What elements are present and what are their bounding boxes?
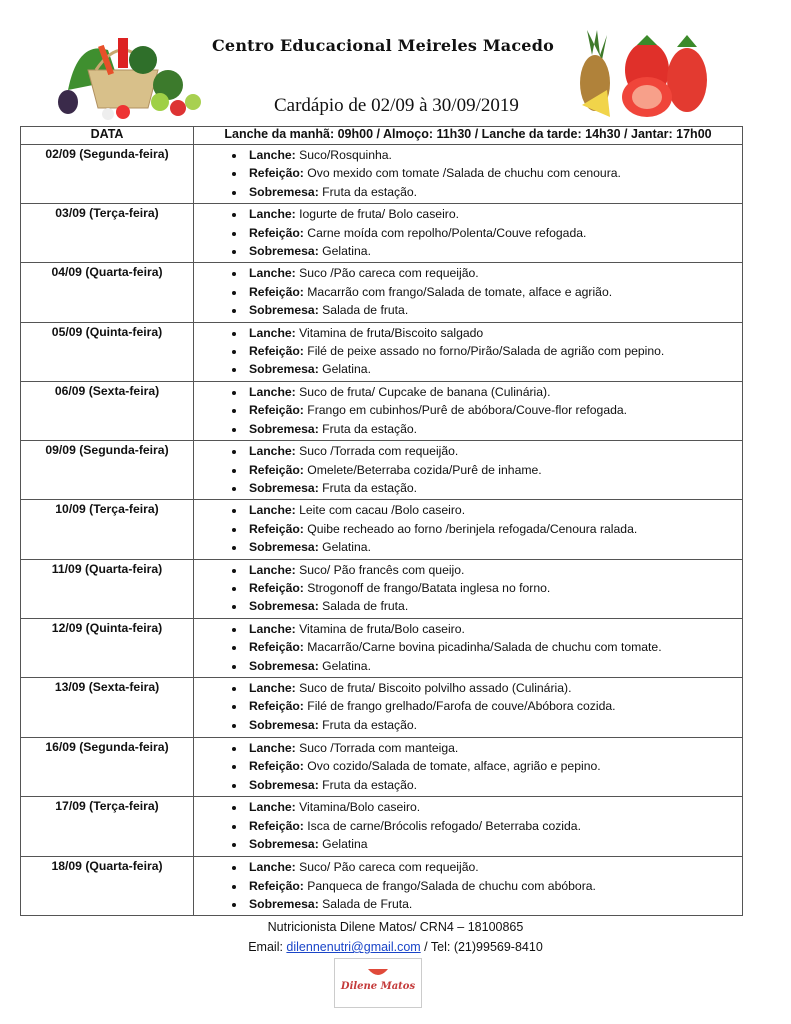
row-menu: [194, 145, 743, 204]
lanche-label: Lanche:: [249, 562, 296, 577]
sobremesa-value: Fruta da estação.: [322, 777, 418, 792]
row-menu: [194, 500, 743, 559]
row-date: 06/09 (Sexta-feira): [21, 381, 194, 440]
sobremesa-label: Sobremesa:: [249, 303, 319, 318]
refeicao-label: Refeição:: [249, 284, 304, 299]
lanche-label: Lanche:: [249, 384, 296, 399]
table-row: [21, 618, 743, 677]
refeicao-value: Carne moída com repolho/Polenta/Couve refogada.: [307, 225, 587, 240]
row-menu: [194, 263, 743, 322]
menu-item-lanche: [246, 383, 742, 401]
menu-table: [20, 126, 743, 916]
menu-list: [194, 383, 742, 438]
lanche-label: Lanche:: [249, 680, 296, 695]
lanche-value: Suco/Rosquinha.: [299, 148, 392, 162]
lanche-label: Lanche:: [249, 800, 296, 815]
lanche-value: Vitamina de fruta/Bolo caseiro.: [299, 621, 465, 636]
row-menu: [194, 618, 743, 677]
menu-item-sobremesa: [246, 183, 742, 201]
refeicao-label: Refeição:: [249, 521, 304, 536]
refeicao-value: Quibe recheado ao forno /berinjela refogada/Cenoura ralada.: [307, 521, 638, 536]
menu-list: [194, 798, 742, 853]
menu-item-lanche: [246, 739, 742, 757]
sobremesa-value: Gelatina: [322, 837, 368, 851]
sobremesa-value: Fruta da estação.: [322, 184, 418, 199]
row-date: 09/09 (Segunda-feira): [21, 441, 194, 500]
refeicao-label: Refeição:: [249, 403, 304, 418]
sobremesa-label: Sobremesa:: [249, 184, 319, 199]
menu-item-refeicao: [246, 164, 742, 182]
sobremesa-value: Salada de fruta.: [322, 599, 409, 614]
menu-period: Cardápio de 02/09 à 30/09/2019: [274, 95, 519, 116]
menu-item-sobremesa: [246, 895, 742, 913]
refeicao-value: Ovo cozido/Salada de tomate, alface, agrião e pepino.: [307, 759, 601, 774]
sobremesa-value: Salada de fruta.: [322, 303, 409, 318]
menu-list: [194, 442, 742, 497]
sobremesa-value: Fruta da estação.: [322, 717, 418, 732]
row-date: 17/09 (Terça-feira): [21, 797, 194, 857]
menu-item-refeicao: [246, 461, 742, 479]
lanche-value: Vitamina de fruta/Biscoito salgado: [299, 325, 484, 340]
lanche-value: Leite com cacau /Bolo caseiro.: [299, 503, 466, 518]
table-row: [21, 263, 743, 322]
email-link[interactable]: dilennenutri@gmail.com: [286, 940, 421, 954]
menu-item-lanche: [246, 798, 742, 816]
lanche-label: Lanche:: [249, 266, 296, 281]
refeicao-label: Refeição:: [249, 225, 304, 240]
menu-item-sobremesa: [246, 597, 742, 615]
table-row: [21, 559, 743, 618]
sobremesa-label: Sobremesa:: [249, 480, 319, 495]
sobremesa-label: Sobremesa:: [249, 837, 319, 851]
refeicao-label: Refeição:: [249, 344, 304, 359]
logo-text: Dilene Matos: [340, 981, 416, 992]
refeicao-value: Ovo mexido com tomate /Salada de chuchu com cenoura.: [307, 166, 621, 181]
phone: / Tel: (21)99569-8410: [420, 940, 543, 954]
refeicao-value: Filé de frango grelhado/Farofa de couve/Abóbora cozida.: [307, 699, 616, 714]
refeicao-label: Refeição:: [249, 699, 304, 714]
sobremesa-value: Salada de Fruta.: [322, 897, 413, 911]
row-menu: [194, 204, 743, 263]
row-menu: [194, 677, 743, 737]
sobremesa-value: Gelatina.: [322, 362, 371, 377]
row-menu: [194, 857, 743, 916]
sobremesa-value: Fruta da estação.: [322, 480, 418, 495]
school-title: Centro Educacional Meireles Macedo: [212, 36, 554, 55]
menu-item-refeicao: [246, 283, 742, 301]
schedule-column-header: Lanche da manhã: 09h00 / Almoço: 11h30 / Lanche da tarde: 14h30 / Jantar: 17h00: [194, 127, 743, 145]
refeicao-value: Strogonoff de frango/Batata inglesa no forno.: [307, 580, 551, 595]
refeicao-label: Refeição:: [249, 580, 304, 595]
refeicao-label: Refeição:: [249, 462, 304, 477]
contact-line: [0, 940, 791, 954]
lanche-label: Lanche:: [249, 325, 296, 340]
lanche-value: Suco /Torrada com requeijão.: [299, 444, 459, 459]
email-label: Email:: [248, 940, 287, 954]
row-date: 13/09 (Sexta-feira): [21, 677, 194, 737]
refeicao-value: Isca de carne/Brócolis refogado/ Beterraba cozida.: [307, 818, 581, 833]
row-menu: [194, 797, 743, 857]
refeicao-label: Refeição:: [249, 818, 304, 833]
refeicao-label: Refeição:: [249, 878, 304, 893]
menu-item-sobremesa: [246, 657, 742, 675]
menu-item-sobremesa: [246, 538, 742, 556]
lanche-value: Suco/ Pão careca com requeijão.: [299, 860, 479, 875]
menu-item-refeicao: [246, 817, 742, 835]
row-menu: [194, 322, 743, 381]
menu-item-lanche: [246, 561, 742, 579]
menu-list: [194, 501, 742, 556]
row-date: 05/09 (Quinta-feira): [21, 322, 194, 381]
lanche-value: Suco de fruta/ Biscoito polvilho assado (Culinária).: [299, 680, 572, 695]
row-date: 04/09 (Quarta-feira): [21, 263, 194, 322]
refeicao-label: Refeição:: [249, 166, 304, 181]
menu-item-refeicao: [246, 520, 742, 538]
sobremesa-value: Fruta da estação.: [322, 421, 418, 436]
menu-item-sobremesa: [246, 360, 742, 378]
refeicao-value: Omelete/Beterraba cozida/Purê de inhame.: [307, 462, 542, 477]
table-row: [21, 737, 743, 796]
row-date: 10/09 (Terça-feira): [21, 500, 194, 559]
menu-item-lanche: [246, 620, 742, 638]
menu-list: [194, 858, 742, 913]
sobremesa-label: Sobremesa:: [249, 362, 319, 377]
menu-item-refeicao: [246, 401, 742, 419]
menu-item-lanche: [246, 146, 742, 164]
sobremesa-value: Gelatina.: [322, 658, 371, 673]
lanche-label: Lanche:: [249, 148, 296, 162]
menu-item-refeicao: [246, 638, 742, 656]
table-row: [21, 441, 743, 500]
sobremesa-label: Sobremesa:: [249, 777, 319, 792]
sobremesa-label: Sobremesa:: [249, 897, 319, 911]
watermelon-logo-icon: [366, 965, 390, 979]
table-row: [21, 381, 743, 440]
vegetable-basket-image: [48, 30, 203, 120]
menu-item-refeicao: [246, 697, 742, 715]
sobremesa-value: Gelatina.: [322, 540, 371, 555]
refeicao-value: Panqueca de frango/Salada de chuchu com abóbora.: [307, 878, 596, 893]
menu-item-lanche: [246, 442, 742, 460]
nutritionist-info: Nutricionista Dilene Matos/ CRN4 – 18100865: [267, 920, 524, 934]
menu-item-lanche: [246, 205, 742, 223]
row-date: 18/09 (Quarta-feira): [21, 857, 194, 916]
sobremesa-label: Sobremesa:: [249, 658, 319, 673]
menu-item-refeicao: [246, 224, 742, 242]
lanche-value: Vitamina/Bolo caseiro.: [299, 800, 421, 815]
lanche-label: Lanche:: [249, 740, 296, 755]
row-menu: [194, 737, 743, 796]
menu-list: [194, 739, 742, 794]
table-row: [21, 677, 743, 737]
lanche-label: Lanche:: [249, 860, 296, 875]
sobremesa-label: Sobremesa:: [249, 717, 319, 732]
menu-item-sobremesa: [246, 420, 742, 438]
sobremesa-label: Sobremesa:: [249, 599, 319, 614]
menu-item-lanche: [246, 679, 742, 697]
menu-list: [194, 620, 742, 675]
menu-item-sobremesa: [246, 835, 742, 853]
refeicao-value: Macarrão com frango/Salada de tomate, alface e agrião.: [307, 284, 613, 299]
row-date: 11/09 (Quarta-feira): [21, 559, 194, 618]
menu-item-refeicao: [246, 342, 742, 360]
row-date: 03/09 (Terça-feira): [21, 204, 194, 263]
lanche-value: Suco /Pão careca com requeijão.: [299, 266, 479, 281]
menu-item-sobremesa: [246, 716, 742, 734]
refeicao-label: Refeição:: [249, 640, 304, 655]
menu-item-sobremesa: [246, 776, 742, 794]
menu-item-sobremesa: [246, 242, 742, 260]
date-column-header: DATA: [21, 127, 194, 145]
refeicao-value: Frango em cubinhos/Purê de abóbora/Couve-flor refogada.: [307, 403, 628, 418]
menu-item-refeicao: [246, 757, 742, 775]
lanche-label: Lanche:: [249, 621, 296, 636]
lanche-label: Lanche:: [249, 207, 296, 222]
table-row: [21, 857, 743, 916]
table-row: [21, 797, 743, 857]
menu-item-refeicao: [246, 877, 742, 895]
table-row: [21, 145, 743, 204]
table-row: [21, 322, 743, 381]
row-menu: [194, 559, 743, 618]
menu-list: [194, 146, 742, 201]
row-menu: [194, 381, 743, 440]
lanche-label: Lanche:: [249, 444, 296, 459]
menu-list: [194, 264, 742, 319]
menu-item-lanche: [246, 264, 742, 282]
menu-list: [194, 324, 742, 379]
menu-item-lanche: [246, 324, 742, 342]
menu-item-refeicao: [246, 579, 742, 597]
nutritionist-logo: [334, 958, 422, 1008]
lanche-value: Suco/ Pão francês com queijo.: [299, 562, 465, 577]
sobremesa-label: Sobremesa:: [249, 540, 319, 555]
menu-item-lanche: [246, 501, 742, 519]
row-menu: [194, 441, 743, 500]
menu-list: [194, 561, 742, 616]
refeicao-value: Macarrão/Carne bovina picadinha/Salada de chuchu com tomate.: [307, 640, 662, 655]
lanche-value: Suco /Torrada com manteiga.: [299, 740, 459, 755]
sobremesa-label: Sobremesa:: [249, 421, 319, 436]
table-row: [21, 500, 743, 559]
sobremesa-value: Gelatina.: [322, 244, 371, 259]
sobremesa-label: Sobremesa:: [249, 244, 319, 259]
refeicao-label: Refeição:: [249, 759, 304, 774]
fruit-image: [562, 25, 712, 120]
menu-list: [194, 205, 742, 260]
row-date: 02/09 (Segunda-feira): [21, 145, 194, 204]
menu-item-lanche: [246, 858, 742, 876]
menu-item-sobremesa: [246, 479, 742, 497]
table-row: [21, 204, 743, 263]
menu-list: [194, 679, 742, 734]
lanche-label: Lanche:: [249, 503, 296, 518]
menu-item-sobremesa: [246, 301, 742, 319]
lanche-value: Iogurte de fruta/ Bolo caseiro.: [299, 207, 460, 222]
row-date: 16/09 (Segunda-feira): [21, 737, 194, 796]
row-date: 12/09 (Quinta-feira): [21, 618, 194, 677]
lanche-value: Suco de fruta/ Cupcake de banana (Culinária).: [299, 384, 551, 399]
refeicao-value: Filé de peixe assado no forno/Pirão/Salada de agrião com pepino.: [307, 344, 665, 359]
table-header-row: [21, 127, 743, 145]
